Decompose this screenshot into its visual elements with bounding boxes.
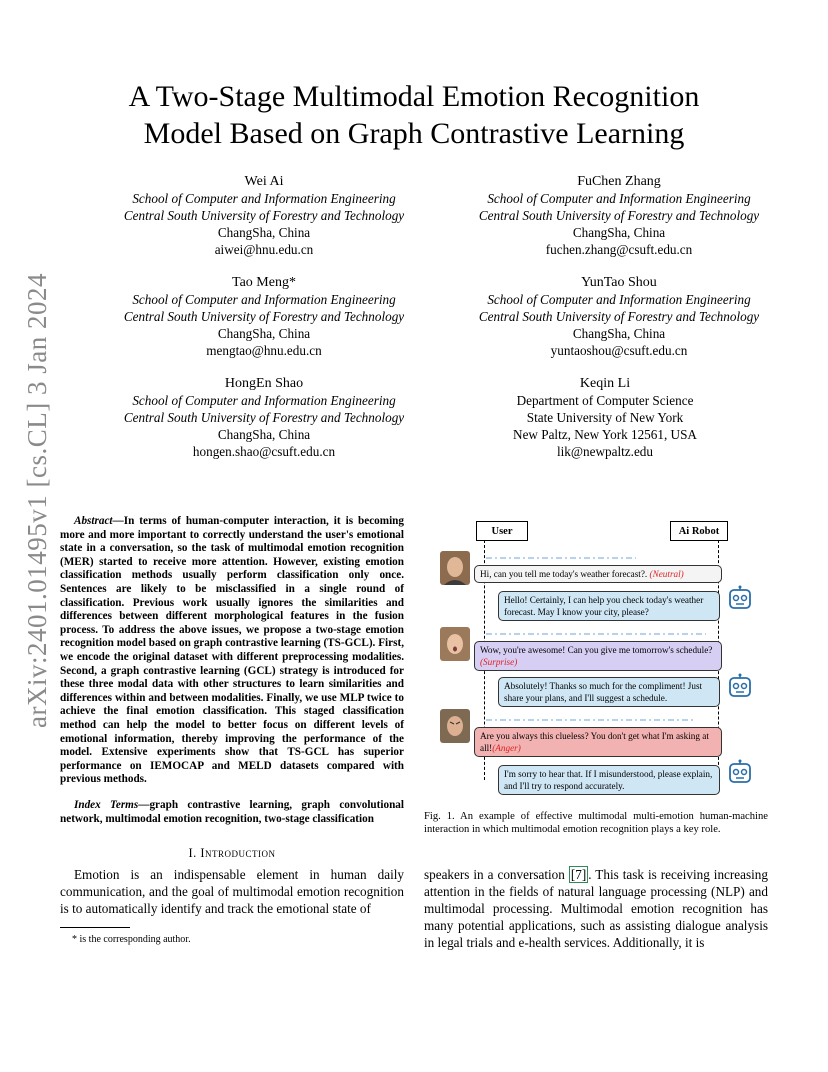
- robot-icon: [728, 673, 752, 701]
- author-affiliation: School of Computer and Information Engineering: [132, 292, 396, 307]
- user-message-2: [474, 641, 722, 671]
- author-name: Wei Ai: [244, 174, 284, 189]
- user-message-1: [474, 565, 722, 583]
- audio-wave-icon: [486, 555, 636, 561]
- author-affiliation: Department of Computer Science: [516, 393, 694, 408]
- index-terms: [60, 799, 404, 826]
- author-location: ChangSha, China: [217, 225, 311, 240]
- face-surprise-icon: [440, 627, 470, 661]
- robot-label-box: [670, 521, 728, 541]
- robot-icon: [728, 585, 752, 613]
- author-email: hongen.shao@csuft.edu.cn: [192, 444, 336, 459]
- user-avatar: [440, 627, 470, 661]
- author-block-4: [439, 274, 799, 359]
- author-name: Keqin Li: [579, 376, 631, 391]
- author-block-5: [84, 375, 444, 460]
- message-text: Wow, you're awesome! Can you give me tomorrow's schedule?: [480, 645, 713, 655]
- arxiv-id: arXiv:2401.01495v1 [cs.CL] 3 Jan 2024: [21, 272, 52, 728]
- author-block-2: [439, 173, 799, 258]
- author-location: ChangSha, China: [572, 225, 666, 240]
- robot-label: Ai Robot: [678, 525, 720, 537]
- author-block-1: [84, 173, 444, 258]
- author-email: fuchen.zhang@csuft.edu.cn: [545, 242, 693, 257]
- author-email: aiwei@hnu.edu.cn: [214, 242, 314, 257]
- author-affiliation: School of Computer and Information Engineering: [487, 191, 751, 206]
- abstract-text: —In terms of human-computer interaction, it is becoming more and more important to correctly understand the user's emotional state in a conversation, so the task of multimodal emotion recognition (MER) started to receive more attention. However, existing emotion classification methods usually perform classification only once. Sentences are likely to be misclassified in a single round of classification. Previous work usually ignores the similarities and differences between different morphological features in the fusion process. To address the above issues, we propose a two-stage emotion recognition model based on graph contrastive learning (TS-GCL). First, we encode the original dataset with different preprocessing modalities. Second, a graph contrastive learning (GCL) strategy is introduced for these three modal data with other structures to learn similarities and differences within and between modalities. Finally, we use MLP twice to achieve the final emotion classification. This staged classification method can help the model to better focus on different levels of emotional information, thereby improving the performance of the model. Extensive experiments show that TS-GCL has superior performance on IEMOCAP and MELD datasets compared with previous methods.: [60, 515, 404, 786]
- figure-caption: Fig. 1. An example of effective multimodal multi-emotion human-machine interaction in which multimodal emotion recognition plays a key role.: [424, 811, 768, 835]
- message-text: Are you always this clueless? You don't get what I'm asking at all!: [480, 731, 709, 753]
- author-name: YunTao Shou: [581, 275, 657, 290]
- figure-1: [436, 515, 768, 797]
- emotion-label: (Anger): [492, 743, 521, 753]
- intro-paragraph-continued: [424, 866, 768, 951]
- message-text: Hello! Certainly, I can help you check today's weather forecast. May I know your city, please?: [504, 595, 704, 617]
- emotion-label: (Neutral): [649, 569, 684, 579]
- arxiv-stamp: [20, 272, 54, 728]
- author-affiliation: Central South University of Forestry and Technology: [123, 208, 405, 223]
- citation-link[interactable]: [7]: [570, 867, 587, 882]
- robot-icon: [728, 759, 752, 787]
- author-name: HongEn Shao: [224, 376, 304, 391]
- title-line-1: A Two-Stage Multimodal Emotion Recognition: [128, 80, 700, 113]
- emotion-label: (Surprise): [480, 657, 518, 667]
- face-anger-icon: [440, 709, 470, 743]
- author-location: New Paltz, New York 12561, USA: [513, 427, 697, 442]
- author-email: lik@newpaltz.edu: [556, 444, 653, 459]
- author-affiliation: State University of New York: [526, 410, 684, 425]
- footnote-rule: [60, 927, 130, 928]
- abstract-label: Abstract: [74, 515, 113, 527]
- user-avatar: [440, 709, 470, 743]
- index-terms-label: Index Terms: [74, 799, 139, 811]
- author-name: Tao Meng*: [232, 275, 296, 290]
- audio-wave-icon: [486, 717, 696, 723]
- col2-text-end: . This task is receiving increasing attention in the fields of natural language processing (NLP) and multimodal processing. Multimodal emotion recognition has many potential applications, such as assisting dialogue analysis in legal trials and e-health services. Additionally, it is: [424, 867, 768, 950]
- author-affiliation: School of Computer and Information Engineering: [132, 393, 396, 408]
- message-text: Absolutely! Thanks so much for the compliment! Just share your plans, and I'll suggest a schedule.: [504, 681, 703, 703]
- intro-paragraph: Emotion is an indispensable element in human daily communication, and the goal of multimodal emotion recognition is to automatically identify and track the emotional state of: [60, 867, 404, 916]
- audio-wave-icon: [486, 631, 706, 637]
- footnote: * is the corresponding author.: [72, 934, 191, 945]
- robot-message-3: [498, 765, 720, 795]
- user-message-3: [474, 727, 722, 757]
- author-location: ChangSha, China: [572, 326, 666, 341]
- robot-message-1: [498, 591, 720, 621]
- author-email: yuntaoshou@csuft.edu.cn: [550, 343, 688, 358]
- author-block-3: [84, 274, 444, 359]
- message-text: I'm sorry to hear that. If I misunderstood, please explain, and I'll try to respond accurately.: [504, 769, 713, 791]
- message-text: Hi, can you tell me today's weather forecast?.: [480, 569, 650, 579]
- paper-title: [60, 78, 768, 152]
- author-block-6: [425, 375, 785, 460]
- author-affiliation: Central South University of Forestry and Technology: [123, 410, 405, 425]
- col2-text-start: speakers in a conversation: [424, 867, 569, 882]
- author-affiliation: Central South University of Forestry and Technology: [123, 309, 405, 324]
- author-affiliation: School of Computer and Information Engineering: [132, 191, 396, 206]
- author-location: ChangSha, China: [217, 326, 311, 341]
- user-label-box: [476, 521, 528, 541]
- title-line-2: Model Based on Graph Contrastive Learning: [143, 117, 685, 150]
- author-name: FuChen Zhang: [577, 174, 661, 189]
- author-affiliation: Central South University of Forestry and Technology: [478, 309, 760, 324]
- author-location: ChangSha, China: [217, 427, 311, 442]
- author-affiliation: School of Computer and Information Engineering: [487, 292, 751, 307]
- abstract: [60, 515, 404, 787]
- section-heading: I. Introduction: [188, 846, 276, 860]
- robot-message-2: [498, 677, 720, 707]
- index-terms-text: —graph contrastive learning, graph convolutional network, multimodal emotion recognition, two-stage classification: [60, 799, 404, 825]
- author-email: mengtao@hnu.edu.cn: [206, 343, 322, 358]
- user-label: User: [491, 525, 513, 537]
- user-avatar: [440, 551, 470, 585]
- author-affiliation: Central South University of Forestry and Technology: [478, 208, 760, 223]
- face-neutral-icon: [440, 551, 470, 585]
